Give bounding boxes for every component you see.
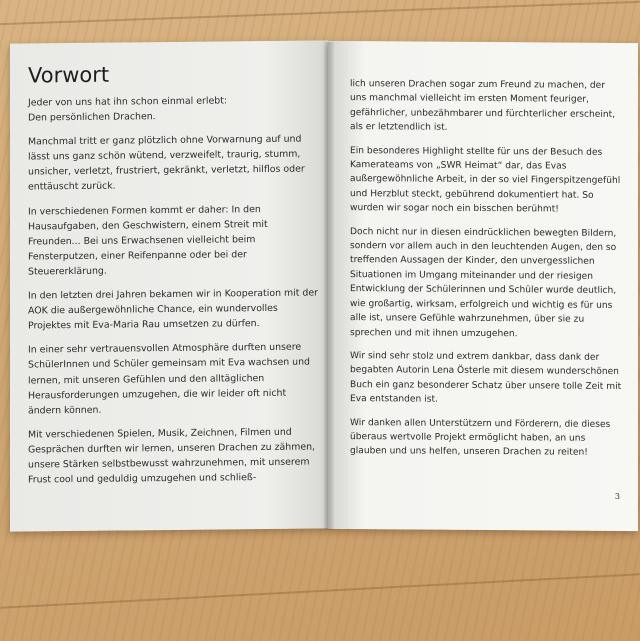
paragraph: Jeder von uns hat ihn schon einmal erlebt: Den persönlichen Drachen.	[28, 95, 228, 124]
paragraph: Wir sind sehr stolz und extrem dankbar, dass dank der begabten Autorin Lena Österle mit diesem wunderschönen Buch ein ganz besonderer Schatz über unsere tolle Zeit mit Eva entstanden ist.	[350, 350, 622, 405]
paragraph: Manchmal tritt er ganz plötzlich ohne Vorwarnung auf und lässt uns ganz schön wütend, verzweifelt, traurig, stumm, unsicher, verletzt, frustriert, gekränkt, verletzt, hilflos oder enttäuscht zurück.	[28, 133, 305, 193]
paragraph: Wir danken allen Unterstützern und Förderern, die dieses überaus wertvolle Projekt ermöglicht haben, an uns glauben und uns helfen, unseren Drachen zu reiten!	[350, 417, 611, 459]
page-title: Vorwort	[28, 62, 110, 88]
paragraph: Ein besonderes Highlight stellte für uns der Besuch des Kamerateams von „SWR Heimat“ dar, das Evas außergewöhnliche Arbeit, in der so viel Fingerspitzengefühl und Herzblut steckt, gebührend dokumentiert hat. So wurden wir sogar noch ein bisschen berühmt!	[350, 145, 621, 215]
book-gutter	[324, 42, 334, 530]
paragraph: In verschiedenen Formen kommt er daher: In den Hausaufgaben, den Geschwistern, einem Streit mit Freunden... Bei uns Erwachsenen vielleicht beim Fensterputzen, einer Reifenpanne oder bei der Steuererklärung.	[28, 203, 268, 278]
right-page	[328, 41, 638, 531]
paragraph: In einer sehr vertrauensvollen Atmosphäre durften unsere SchülerInnen und Schüler gemeinsam mit Eva wachsen und lernen, mit unseren Gefühlen und den alltäglichen Herausforderungen umzugehen, die wir leider oft nicht ändern können.	[28, 341, 310, 417]
open-booklet	[10, 42, 636, 530]
left-page	[10, 40, 328, 531]
page-number: 3	[614, 491, 620, 501]
floorboard-seam	[0, 1, 640, 25]
paragraph: Mit verschiedenen Spielen, Musik, Zeichnen, Filmen und Gesprächen durften wir lernen, unseren Drachen zu zähmen, unsere Stärken selbstbewusst wahrzunehmen, mit unserem Frust cool und geduldig umzugehen und schließ-	[28, 426, 316, 486]
paragraph: lich unseren Drachen sogar zum Freund zu machen, der uns manchmal vielleicht im ersten Moment feuriger, gefährlicher, unbezähmbarer und fürchterlicher erscheint, als er letztendlich ist.	[350, 79, 616, 133]
paragraph: Doch nicht nur in diesen eindrücklichen bewegten Bildern, sondern vor allem auch in den leuchtenden Augen, den so treffenden Aussagen der Kinder, den unvergesslichen Situationen im Umgang miteinander und der riesigen Entwicklung der Schülerinnen und Schüler wurde deutlich, wie großartig, wirksam, erfolgreich und wichtig es für uns alle ist, unsere Gefühle wahrzunehmen, über sie zu sprechen und mit ihnen umzugehen.	[350, 226, 617, 339]
floorboard-seam	[0, 573, 639, 608]
paragraph: In den letzten drei Jahren bekamen wir in Kooperation mit der AOK die außergewöhnliche Chance, ein wundervolles Projektes mit Eva-Maria Rau umsetzen zu dürfen.	[28, 287, 318, 332]
